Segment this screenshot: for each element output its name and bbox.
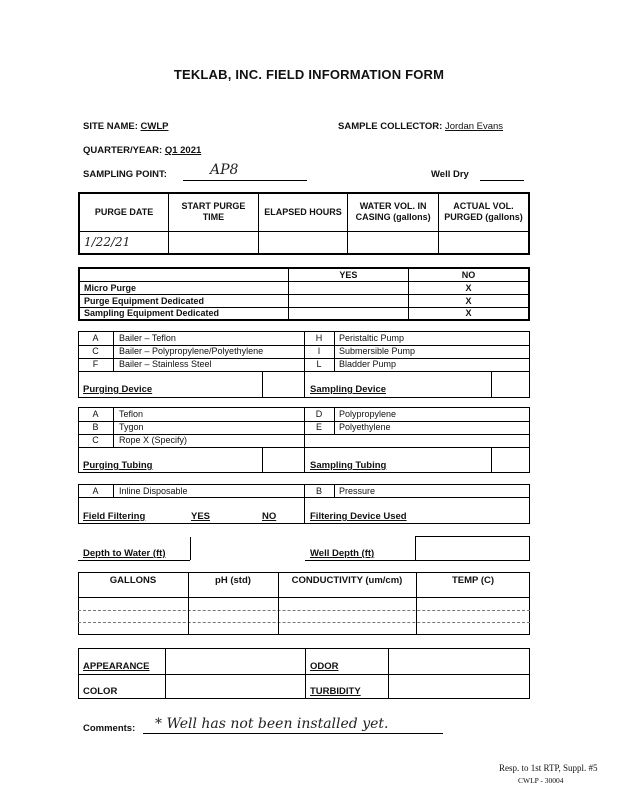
filter-pressure: Pressure — [339, 486, 376, 496]
device-code-h: H — [315, 333, 323, 343]
sampling-equipment-no: X — [409, 307, 529, 320]
purging-tubing-label: Purging Tubing — [83, 460, 153, 471]
tubing-code-b: B — [92, 422, 99, 432]
elapsed-hours-value — [258, 231, 348, 254]
gallons-header: GALLONS — [109, 575, 157, 586]
sampling-point-value: AP8 — [210, 162, 239, 178]
tubing-polyethylene: Polyethylene — [339, 422, 391, 432]
device-bladder: Bladder Pump — [339, 359, 397, 369]
purge-date-header: PURGE DATE — [79, 193, 169, 231]
sampling-tubing-label: Sampling Tubing — [310, 460, 387, 471]
device-code-l: L — [316, 359, 322, 369]
elapsed-hours-header: ELAPSED HOURS — [258, 193, 348, 231]
sampling-equipment-label: Sampling Equipment Dedicated — [79, 307, 288, 320]
actual-vol-header: ACTUAL VOL. PURGED (gallons) — [438, 193, 529, 231]
quarter-year-label: QUARTER/YEAR: — [83, 145, 163, 156]
ph-header: pH (std) — [215, 575, 251, 586]
tubing-code-a: A — [92, 409, 99, 419]
tubing-rope: Rope X (Specify) — [119, 435, 188, 445]
tubing-tygon: Tygon — [119, 422, 144, 432]
water-vol-value — [348, 231, 439, 254]
quarter-year-field — [83, 145, 201, 156]
purge-equipment-yes — [288, 294, 408, 307]
tubing-code-d: D — [315, 409, 323, 419]
temp-header: TEMP (C) — [451, 575, 495, 586]
appearance-label: APPEARANCE — [83, 661, 150, 672]
yes-col-header: YES — [288, 268, 408, 281]
site-name-value: CWLP — [140, 121, 169, 132]
sample-collector-field — [338, 121, 503, 132]
device-bailer-teflon: Bailer – Teflon — [119, 333, 176, 343]
tubing-teflon: Teflon — [119, 409, 144, 419]
water-vol-header: WATER VOL. IN CASING (gallons) — [348, 193, 439, 231]
color-label: COLOR — [83, 686, 118, 697]
sample-collector-value: Jordan Evans — [444, 121, 504, 132]
turbidity-label: TURBIDITY — [310, 686, 361, 697]
well-depth-label: Well Depth (ft) — [310, 548, 375, 559]
micro-purge-label: Micro Purge — [79, 281, 288, 294]
device-peristaltic: Peristaltic Pump — [339, 333, 405, 343]
form-title: TEKLAB, INC. FIELD INFORMATION FORM — [173, 67, 445, 82]
field-filtering-label: Field Filtering — [83, 511, 146, 522]
start-purge-time-header: START PURGE TIME — [169, 193, 259, 231]
purging-device-label: Purging Device — [83, 384, 153, 395]
comments-value: * Well has not been installed yet. — [155, 716, 389, 732]
micro-purge-no: X — [409, 281, 529, 294]
site-name-field — [83, 121, 169, 132]
purge-table — [78, 192, 530, 255]
device-submersible: Submersible Pump — [339, 346, 416, 356]
filter-code-b: B — [315, 486, 322, 496]
purge-type-table — [78, 267, 530, 321]
purge-equipment-label: Purge Equipment Dedicated — [79, 294, 288, 307]
sampling-point-label: SAMPLING POINT: — [83, 169, 167, 180]
tubing-code-e: E — [315, 422, 322, 432]
depth-to-water-label: Depth to Water (ft) — [83, 548, 166, 559]
actual-vol-value — [438, 231, 529, 254]
sampling-device-label: Sampling Device — [310, 384, 387, 395]
start-purge-time-value — [169, 231, 259, 254]
filtering-yes-label: YES — [191, 511, 211, 522]
conductivity-header: CONDUCTIVITY (um/cm) — [291, 575, 403, 586]
micro-purge-yes — [288, 281, 408, 294]
well-dry-label: Well Dry — [431, 169, 469, 180]
filtering-device-label: Filtering Device Used — [310, 511, 407, 522]
comments-label: Comments: — [83, 723, 136, 734]
device-code-i: I — [317, 346, 321, 356]
device-code-a: A — [92, 333, 99, 343]
site-name-label: SITE NAME: — [83, 121, 138, 132]
filter-code-a: A — [92, 486, 99, 496]
purge-date-value: 1/22/21 — [79, 231, 169, 254]
device-bailer-steel: Bailer – Stainless Steel — [119, 359, 212, 369]
device-bailer-poly: Bailer – Polypropylene/Polyethylene — [119, 346, 264, 356]
tubing-code-c: C — [92, 435, 99, 445]
purge-equipment-no: X — [409, 294, 529, 307]
well-depth-box — [415, 536, 530, 561]
odor-label: ODOR — [310, 661, 339, 672]
device-code-f: F — [92, 359, 99, 369]
no-col-header: NO — [409, 268, 529, 281]
filtering-no-label: NO — [262, 511, 277, 522]
footer-page-id: CWLP - 30004 — [518, 776, 564, 785]
quarter-year-value: Q1 2021 — [164, 145, 202, 156]
sampling-equipment-yes — [288, 307, 408, 320]
device-code-c: C — [92, 346, 99, 356]
sample-collector-label: SAMPLE COLLECTOR: — [338, 121, 443, 132]
footer-response: Resp. to 1st RTP, Suppl. #5 — [499, 763, 598, 773]
tubing-polypropylene: Polypropylene — [339, 409, 397, 419]
filter-inline: Inline Disposable — [119, 486, 188, 496]
